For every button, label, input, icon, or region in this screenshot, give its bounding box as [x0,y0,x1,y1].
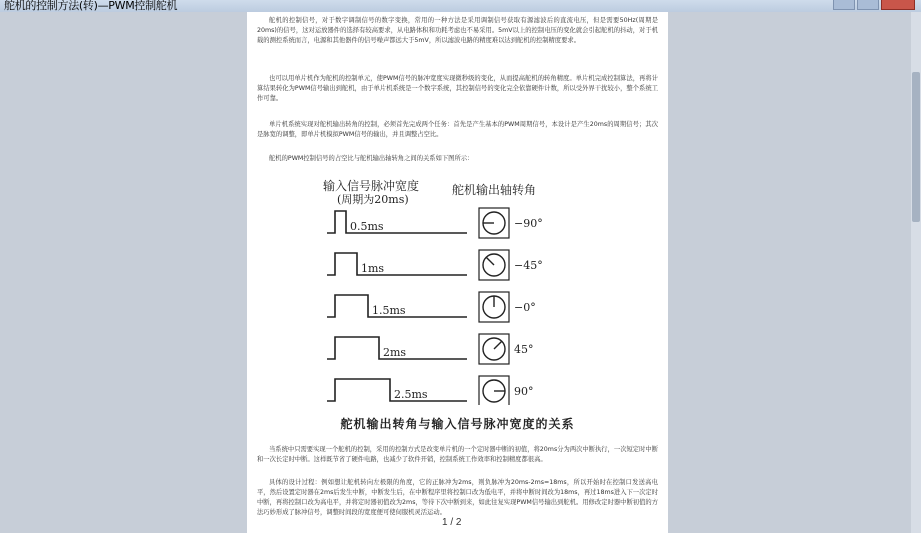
pulse-width-label: 1.5ms [372,304,406,317]
pulse-width-label: 1ms [361,262,385,275]
paragraph: 当系统中只需要实现一个舵机的控制，采用的控制方式是改变单片机的一个定时器中断的初值，将20ms分为两次中断执行，一次短定时中断和一次长定时中断。这样既节省了硬件电路，也减少了软件开销，控制系统工作效率和控制精度都很高。 [257,446,658,463]
servo-angle-label: −0° [514,301,536,314]
scrollbar-thumb[interactable] [912,72,920,222]
pwm-waveform [327,253,467,275]
pwm-rows [327,208,543,405]
figure-caption: 舵机输出转角与输入信号脉冲宽度的关系 [340,417,575,431]
window-controls [833,0,915,12]
close-button[interactable] [881,0,915,10]
pwm-waveform [327,211,467,233]
paragraph: 具体的设计过程：例如想让舵机转向左极限的角度，它的正脉冲为2ms，则负脉冲为20ms-2ms=18ms，所以开始时在控制口发送高电平，然后设置定时器在2ms后发生中断，中断发生后，在中断程序里将控制口改为低电平，并将中断时间改为18ms，再过18ms进入下一次定时中断，再将控制口改为高电平，并将定时器初值改为2ms，等待下次中断到来，如此往复实现PWM信号输出到舵机。用修改定时器中断初值的方法巧妙形成了脉冲信号，调整时间段的宽度便可使伺服机灵活运动。 [257,479,658,516]
paragraph: 舵机的控制信号，对于数字调制信号的数字变换，常用的一种方法是采用调制信号获取有源滤波后的直流电压，但是需要50Hz(周期是20ms)的信号，这对运放器件的选择有较高要求，从电路体积和功耗考虑也不易采用。5mV以上的控制电压的变化就会引起舵机的抖动，对于机载的测控系统而言，电源和其他器件的信号噪声都远大于5mV，所以滤波电路的精度难以达到舵机的控制精度要求。 [257,17,658,44]
maximize-button[interactable] [857,0,879,10]
pwm-servo-figure [307,177,607,405]
window-titlebar [0,0,921,12]
pulse-width-label: 2ms [383,346,407,359]
figure-left-title: 输入信号脉冲宽度 [323,179,420,193]
servo-angle-label: −45° [514,259,543,272]
pulse-width-label: 0.5ms [350,220,384,233]
figure-left-subtitle: (周期为20ms) [337,193,409,206]
pulse-width-label: 2.5ms [394,388,428,401]
servo-angle-label: 45° [514,343,534,356]
paragraph: 舵机的PWM控制信号的占空比与舵机输出轴转角之间的关系如下图所示： [269,155,474,162]
document-viewer[interactable] [0,12,921,533]
minimize-button[interactable] [833,0,855,10]
paragraph: 也可以用单片机作为舵机的控制单元，使PWM信号的脉冲宽度实现微秒级的变化，从而提高舵机的转角精度。单片机完成控制算法，再将计算结果转化为PWM信号输出到舵机，由于单片机系统是一个数字系统，其控制信号的变化完全依靠硬件计数，所以受外界干扰较小，整个系统工作可靠。 [257,75,658,102]
paragraph: 单片机系统实现对舵机输出转角的控制，必须首先完成两个任务：首先是产生基本的PWM周期信号，本设计是产生20ms的周期信号；其次是脉宽的调整，即单片机模拟PWM信号的输出，并且调整占空比。 [257,121,658,138]
figure-right-title: 舵机输出轴转角 [452,183,537,197]
servo-angle-label: 90° [514,385,534,398]
servo-hand [494,341,502,349]
servo-angle-label: −90° [514,217,543,230]
vertical-scrollbar[interactable] [911,12,921,533]
servo-hand [486,257,494,265]
page-number: 1 / 2 [442,517,462,528]
window-title: 舵机的控制方法(转)—PWM控制舵机 [4,0,178,12]
document-page [247,12,668,533]
